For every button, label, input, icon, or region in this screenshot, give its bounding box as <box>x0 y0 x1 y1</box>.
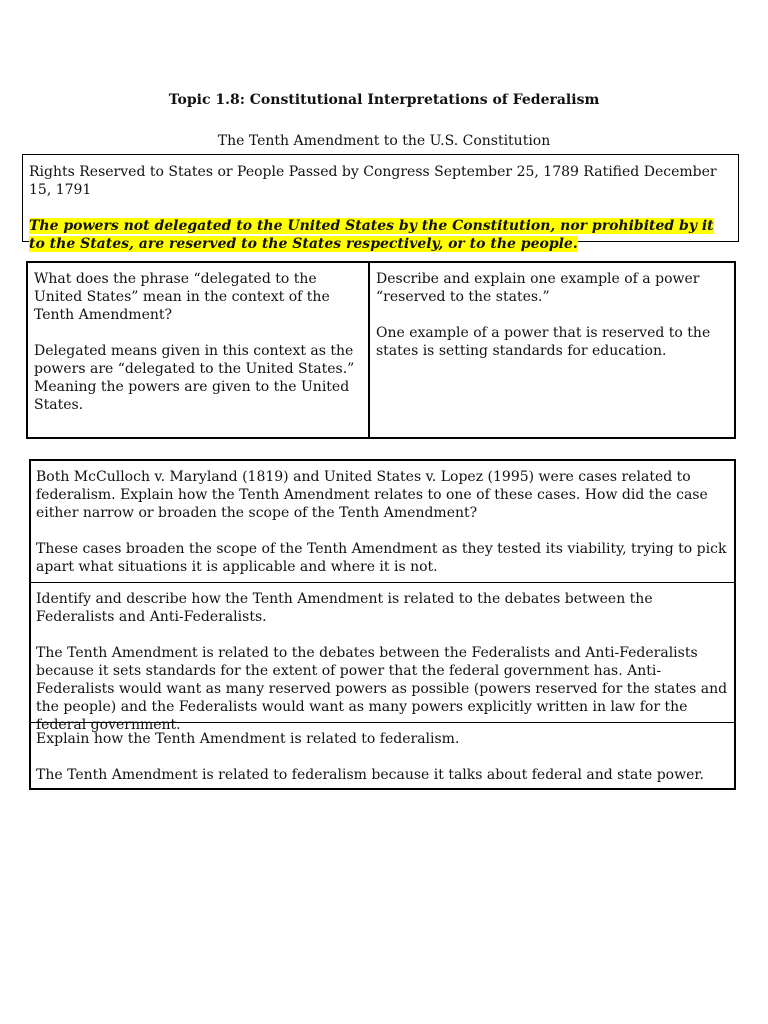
page-title: Topic 1.8: Constitutional Interpretations of Federalism <box>168 92 600 108</box>
qa-row-court-cases <box>31 461 734 583</box>
amendment-caption: Rights Reserved to States or People Passed by Congress September 25, 1789 Ratified December 15, 1791 <box>29 164 717 198</box>
answer-text: The Tenth Amendment is related to the debates between the Federalists and Anti-Federalists because it sets standards for the extent of power that the federal government has. Anti-Federalists would want as many reserved powers as possible (powers reserved for the states and the people) and the Federalists would want as many powers explicitly written in law for the federal government. <box>36 645 728 733</box>
qa-cell-reserved <box>370 263 734 437</box>
qa-grid-table <box>26 261 736 439</box>
answer-text: Delegated means given in this context as the powers are “delegated to the United States.” Meaning the powers are given to the United States. <box>34 343 355 413</box>
qa-row-federalist-debates <box>31 583 734 733</box>
amendment-box <box>22 154 739 252</box>
page-subtitle: The Tenth Amendment to the U.S. Constitution <box>217 133 551 149</box>
answer-text: These cases broaden the scope of the Tenth Amendment as they tested its viability, trying to pick apart what situations it is applicable and where it is not. <box>36 541 727 575</box>
qa-stack-table <box>29 459 736 790</box>
answer-text: The Tenth Amendment is related to federalism because it talks about federal and state power. <box>36 767 704 783</box>
question-text: What does the phrase “delegated to the United States” mean in the context of the Tenth Amendment? <box>34 271 330 323</box>
qa-cell-delegated <box>28 263 370 437</box>
question-text: Describe and explain one example of a power “reserved to the states.” <box>376 271 700 305</box>
question-text: Both McCulloch v. Maryland (1819) and United States v. Lopez (1995) were cases related to federalism. Explain how the Tenth Amendment relates to one of these cases. How did the case either narrow or broaden the scope of the Tenth Amendment? <box>36 469 708 521</box>
question-text: Identify and describe how the Tenth Amendment is related to the debates between the Federalists and Anti-Federalists. <box>36 591 653 625</box>
answer-text: One example of a power that is reserved to the states is setting standards for education. <box>376 325 711 359</box>
qa-row-federalism <box>31 723 734 789</box>
amendment-text: The powers not delegated to the United States by the Constitution, nor prohibited by it to the States, are reserved to the States respectively, or to the people. <box>29 218 714 252</box>
question-text: Explain how the Tenth Amendment is related to federalism. <box>36 731 460 747</box>
